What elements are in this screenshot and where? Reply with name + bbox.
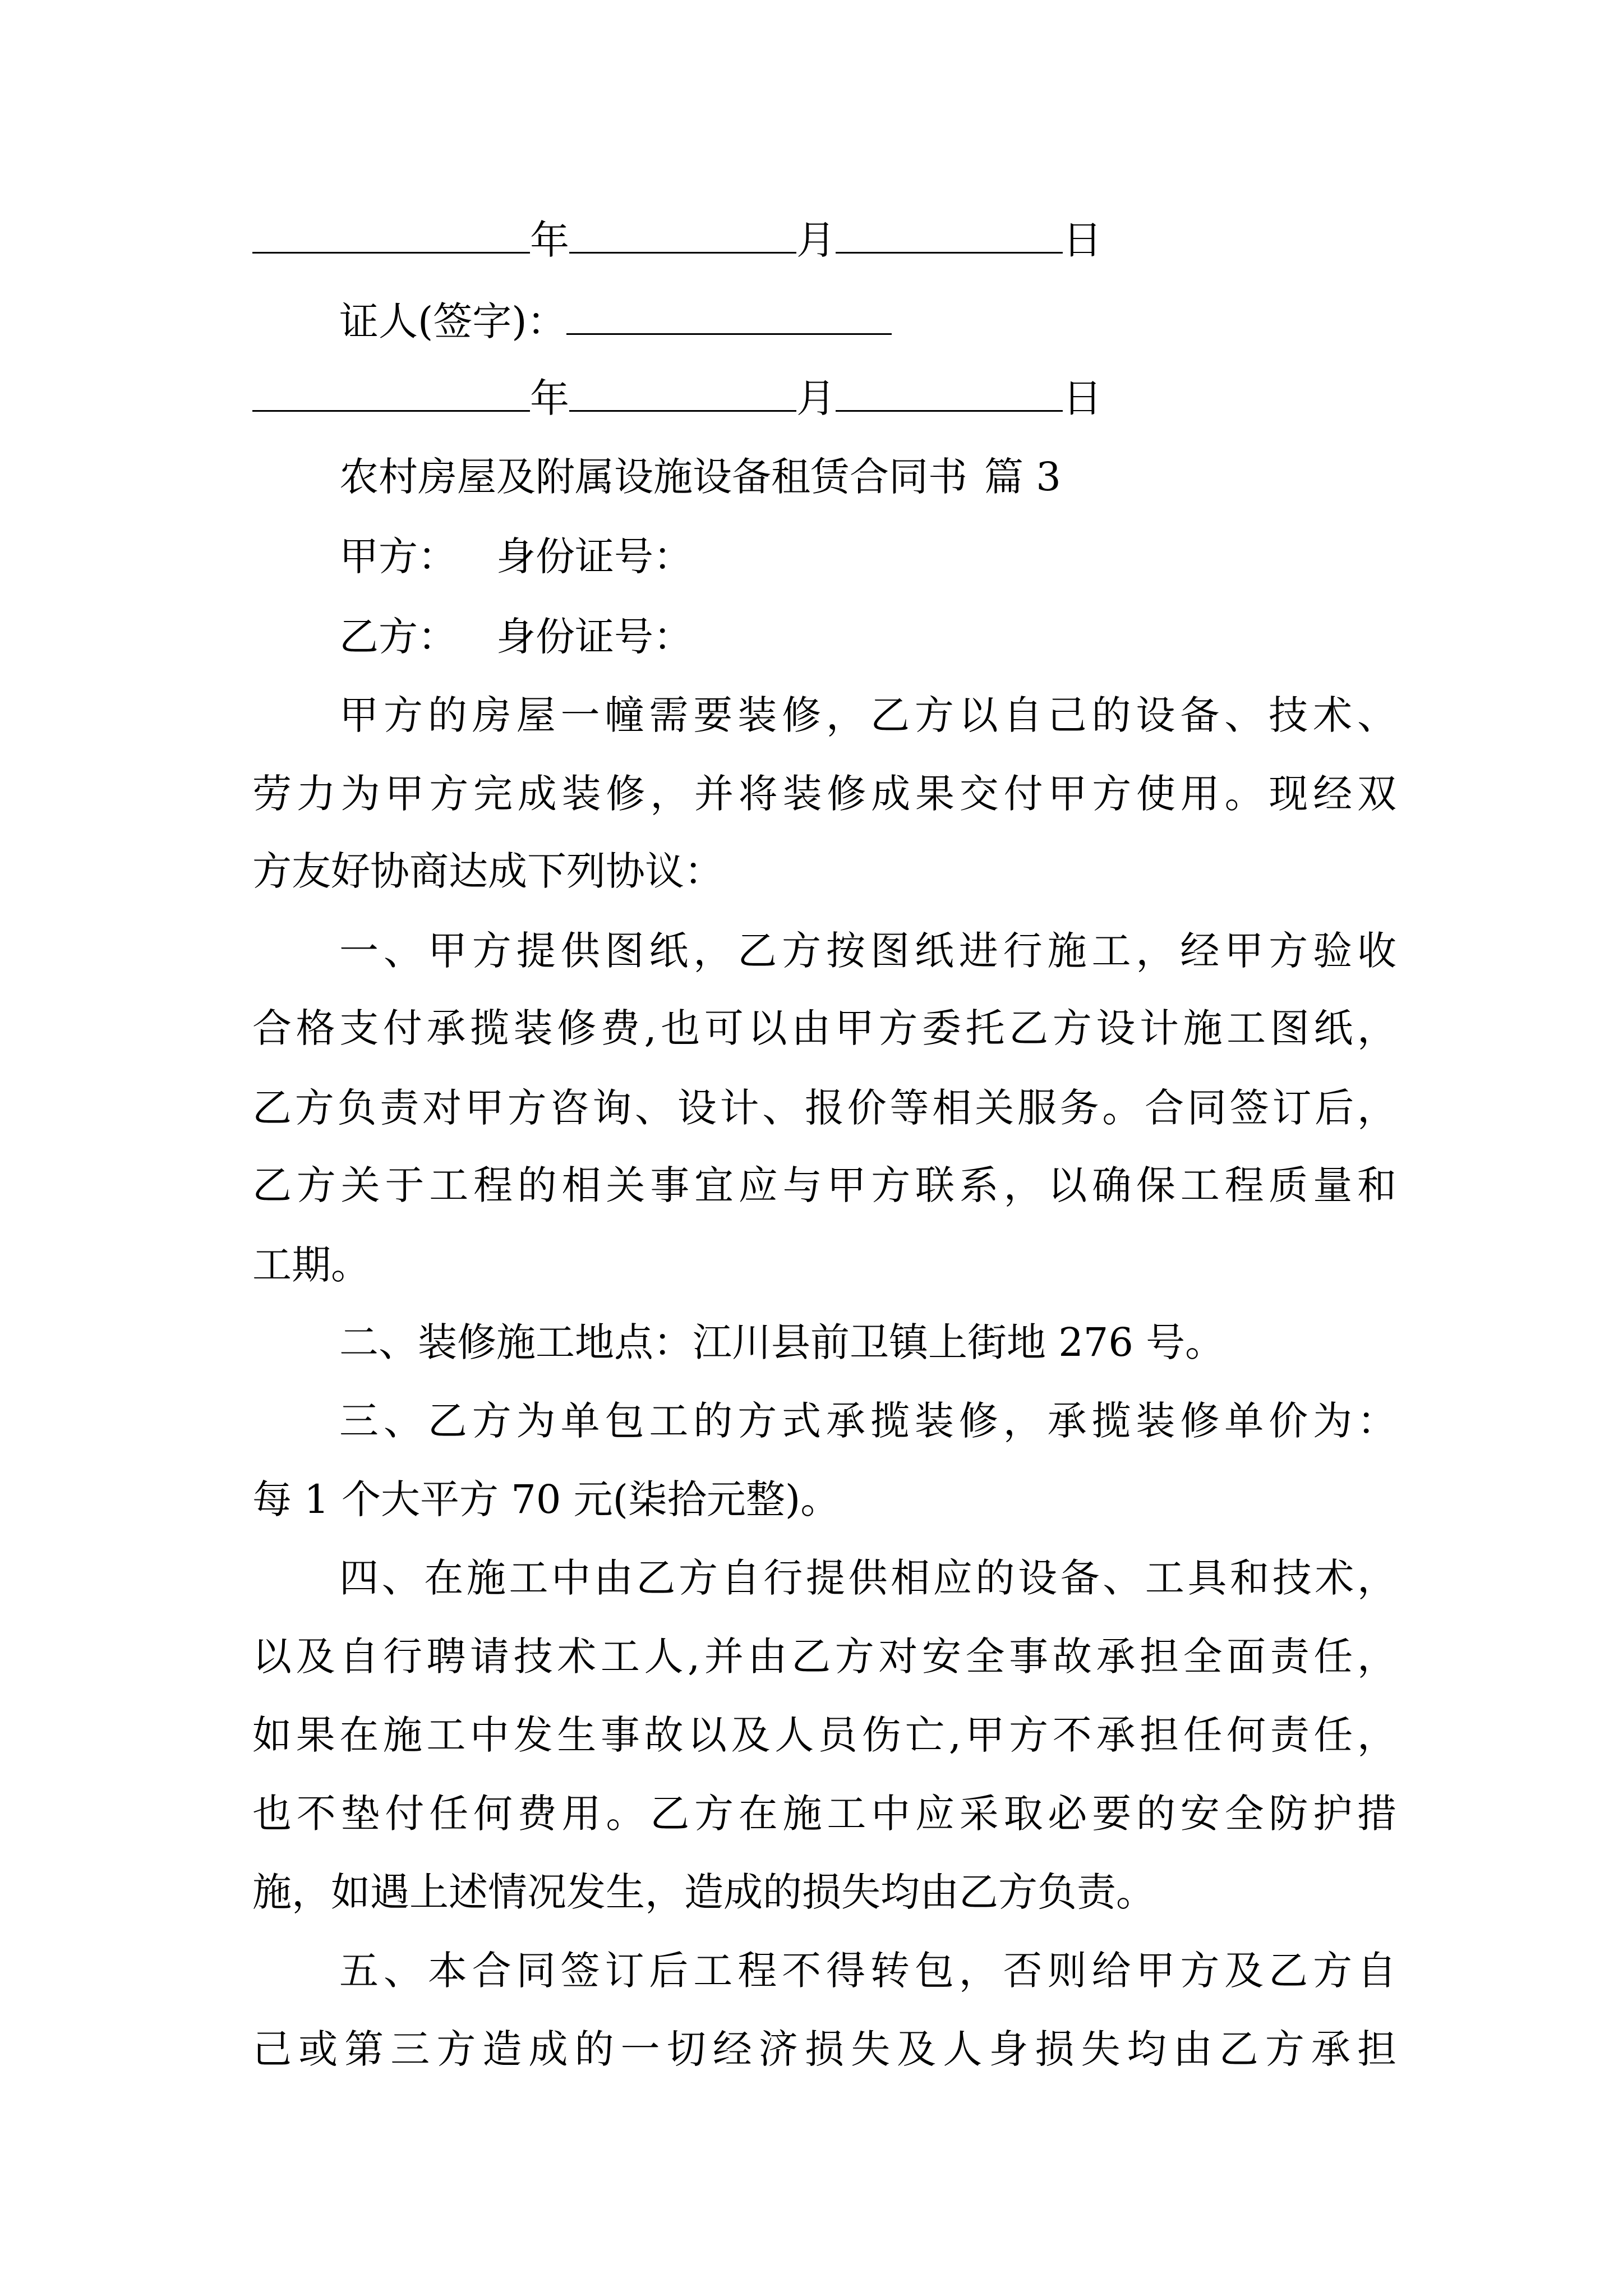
party-b-id-label: 身份证号： <box>496 614 693 660</box>
clause-4-line-4: 也不垫付任何费用。乙方在施工中应采取必要的安全防护措 <box>252 1791 1396 1837</box>
witness-label: 证人(签字)： <box>339 298 566 344</box>
year-blank <box>252 376 530 412</box>
clause-4-line-3: 如果在施工中发生事故以及人员伤亡,甲方不承担任何责任， <box>252 1712 1396 1758</box>
party-b-label: 乙方： <box>339 614 457 660</box>
intro-line-2: 劳力为甲方完成装修，并将装修成果交付甲方使用。现经双 <box>252 771 1396 817</box>
clause-3-line-1: 三、乙方为单包工的方式承揽装修，承揽装修单价为： <box>339 1398 1396 1444</box>
month-blank <box>569 218 796 254</box>
clause-4-line-5: 施，如遇上述情况发生，造成的损失均由乙方负责。 <box>252 1869 1155 1915</box>
section-title <box>339 449 1396 505</box>
month-label: 月 <box>796 217 836 263</box>
clause-4-line-1: 四、在施工中由乙方自行提供相应的设备、工具和技术， <box>339 1555 1396 1601</box>
month-label: 月 <box>796 375 836 421</box>
clause-1-line-4: 乙方关于工程的相关事宜应与甲方联系，以确保工程质量和 <box>252 1162 1396 1208</box>
date-line-2 <box>252 370 1396 426</box>
day-blank <box>836 376 1063 412</box>
clause-1-line-1: 一、甲方提供图纸，乙方按图纸进行施工，经甲方验收 <box>339 928 1396 974</box>
month-blank <box>569 376 796 412</box>
clause-3-line-2: 每 1 个大平方 70 元(柒拾元整)。 <box>252 1476 840 1522</box>
party-a-line <box>339 528 1396 585</box>
year-blank <box>252 218 530 254</box>
party-a-id-label: 身份证号： <box>496 533 693 579</box>
section-title-text: 农村房屋及附属设施设备租赁合同书 <box>339 454 967 500</box>
party-a-label: 甲方： <box>339 533 457 579</box>
year-label: 年 <box>530 217 569 263</box>
intro-line-3: 方友好协商达成下列协议： <box>252 848 723 894</box>
clause-4-line-2: 以及自行聘请技术工人,并由乙方对安全事故承担全面责任， <box>252 1634 1396 1680</box>
day-label: 日 <box>1063 217 1102 263</box>
clause-1-line-2: 合格支付承揽装修费,也可以由甲方委托乙方设计施工图纸， <box>252 1005 1396 1051</box>
day-label: 日 <box>1063 375 1102 421</box>
year-label: 年 <box>530 375 569 421</box>
day-blank <box>836 218 1063 254</box>
witness-signature-blank <box>566 300 892 335</box>
party-b-line <box>339 609 1396 665</box>
intro-line-1: 甲方的房屋一幢需要装修，乙方以自己的设备、技术、 <box>339 692 1396 738</box>
witness-line <box>339 293 1396 349</box>
clause-1-line-3: 乙方负责对甲方咨询、设计、报价等相关服务。合同签订后， <box>252 1085 1396 1131</box>
clause-5-line-2: 己或第三方造成的一切经济损失及人身损失均由乙方承担 <box>252 2026 1396 2072</box>
clause-1-line-5: 工期。 <box>252 1242 370 1288</box>
clause-2-line-1: 二、装修施工地点：江川县前卫镇上街地 276 号。 <box>339 1319 1225 1365</box>
date-line-1 <box>252 212 1396 268</box>
clause-5-line-1: 五、本合同签订后工程不得转包，否则给甲方及乙方自 <box>339 1948 1396 1994</box>
section-number: 篇 3 <box>984 454 1061 500</box>
